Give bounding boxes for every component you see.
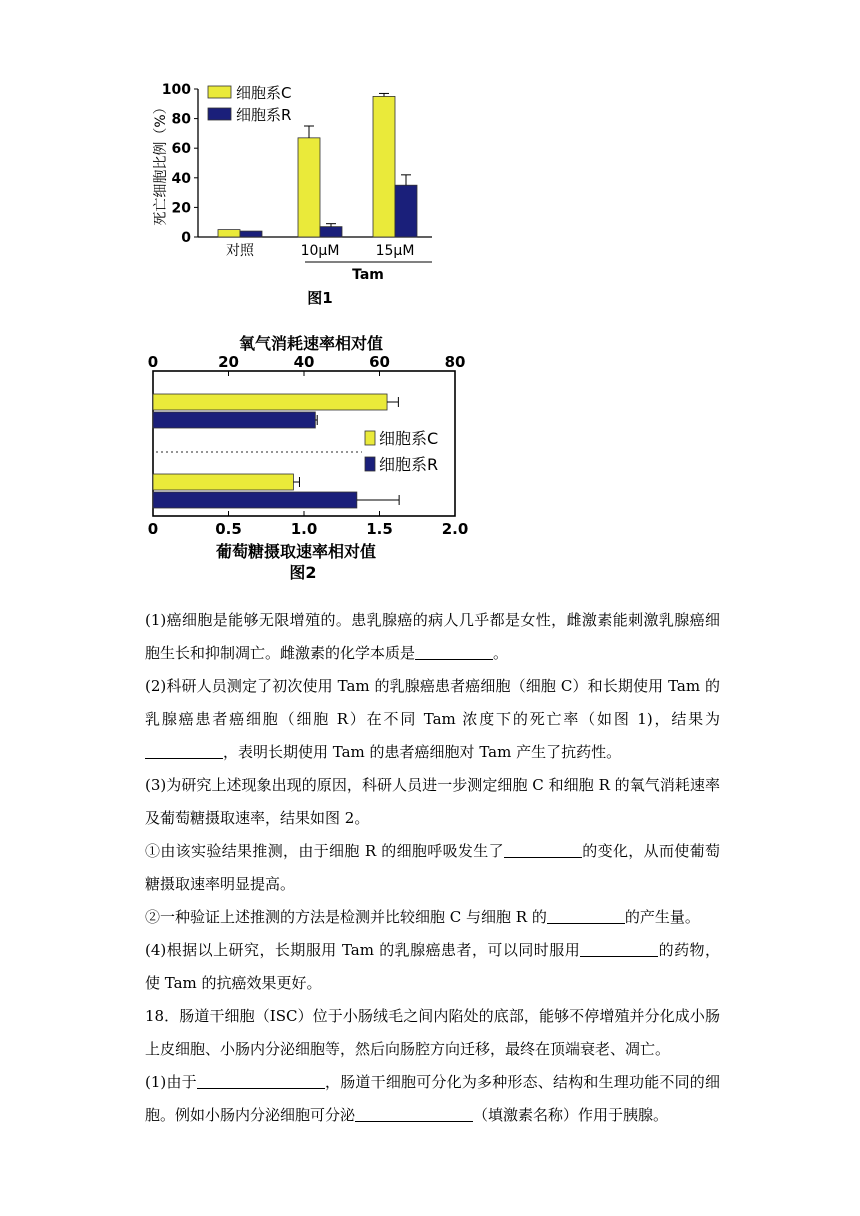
q18-1-paragraph: (1)由于 ，肠道干细胞可分化为多种形态、结构和生理功能不同的细胞。例如小肠内分泌细胞可分泌 （填激素名称）作用于胰腺。 bbox=[145, 1073, 720, 1124]
bar bbox=[153, 492, 357, 508]
legend-label: 细胞系C bbox=[379, 429, 439, 448]
legend-swatch bbox=[365, 457, 375, 471]
figure-2 bbox=[140, 330, 480, 595]
bottom-axis-title: 葡萄糖摄取速率相对值 bbox=[215, 542, 377, 561]
bar bbox=[240, 231, 262, 237]
bottom-tick-label: 0 bbox=[147, 520, 159, 538]
legend-label: 细胞系R bbox=[379, 455, 439, 474]
answer-blank[interactable] bbox=[145, 742, 223, 759]
y-tick-label: 80 bbox=[171, 111, 191, 128]
bar bbox=[298, 138, 320, 237]
figure-1 bbox=[145, 78, 445, 313]
x-tick-label: 对照 bbox=[226, 243, 254, 259]
y-tick-label: 20 bbox=[171, 200, 191, 217]
q1-paragraph: (1)癌细胞是能够无限增殖的。患乳腺癌的病人几乎都是女性，雌激素能刺激乳腺癌细胞生长和抑制凋亡。雌激素的化学本质是 。 bbox=[145, 611, 720, 662]
bottom-tick-label: 1.5 bbox=[366, 520, 393, 538]
bar bbox=[218, 230, 240, 237]
answer-blank[interactable] bbox=[547, 907, 625, 924]
x-tick-label: 15μM bbox=[375, 243, 415, 259]
figure-caption: 图2 bbox=[289, 563, 317, 582]
legend-swatch bbox=[208, 86, 231, 98]
y-tick-label: 0 bbox=[181, 230, 191, 246]
top-tick-label: 20 bbox=[218, 353, 239, 371]
y-tick-label: 60 bbox=[171, 141, 191, 158]
bottom-tick-label: 2.0 bbox=[441, 520, 469, 538]
top-tick-label: 80 bbox=[444, 353, 466, 371]
legend-swatch bbox=[365, 431, 375, 445]
answer-blank[interactable] bbox=[415, 643, 493, 660]
x-tick-label: 10μM bbox=[300, 243, 340, 259]
top-tick-label: 40 bbox=[293, 353, 315, 371]
top-tick-label: 60 bbox=[369, 353, 390, 371]
q3-paragraph: (3)为研究上述现象出现的原因，科研人员进一步测定细胞 C 和细胞 R 的氧气消耗速率及葡萄糖摄取速率，结果如图 2。 bbox=[145, 776, 720, 827]
legend-label: 细胞系C bbox=[236, 84, 292, 102]
bottom-tick-label: 0.5 bbox=[215, 520, 242, 538]
answer-blank[interactable] bbox=[580, 940, 658, 957]
y-axis-label: 死亡细胞比例（%） bbox=[153, 100, 169, 226]
y-tick-label: 100 bbox=[161, 82, 191, 98]
bar bbox=[153, 474, 293, 490]
q3b-paragraph: ②一种验证上述推测的方法是检测并比较细胞 C 与细胞 R 的 的产生量。 bbox=[145, 908, 700, 926]
bar bbox=[153, 412, 315, 428]
bar bbox=[395, 185, 417, 237]
bottom-tick-label: 1.0 bbox=[290, 520, 318, 538]
oxygen-glucose-bar-chart bbox=[140, 330, 480, 595]
figure-caption: 图1 bbox=[307, 289, 333, 307]
top-tick-label: 0 bbox=[147, 353, 159, 371]
legend-swatch bbox=[208, 108, 231, 120]
group-label: Tam bbox=[352, 267, 384, 283]
bar bbox=[320, 227, 342, 237]
y-tick-label: 40 bbox=[171, 170, 191, 187]
answer-blank[interactable] bbox=[197, 1072, 325, 1089]
q18-paragraph: 18．肠道干细胞（ISC）位于小肠绒毛之间内陷处的底部，能够不停增殖并分化成小肠上皮细胞、小肠内分泌细胞等，然后向肠腔方向迁移，最终在顶端衰老、凋亡。 bbox=[145, 1007, 720, 1058]
q4-paragraph: (4)根据以上研究，长期服用 Tam 的乳腺癌患者，可以同时服用 的药物，使 Tam 的抗癌效果更好。 bbox=[145, 941, 720, 992]
bar bbox=[153, 394, 387, 410]
q3a-paragraph: ①由该实验结果推测，由于细胞 R 的细胞呼吸发生了 的变化，从而使葡萄糖摄取速率明显提高。 bbox=[145, 842, 720, 893]
death-rate-bar-chart bbox=[145, 78, 445, 313]
question-17-text bbox=[145, 604, 720, 1132]
answer-blank[interactable] bbox=[355, 1105, 473, 1122]
legend-label: 细胞系R bbox=[236, 106, 292, 124]
bar bbox=[373, 96, 395, 237]
top-axis-title: 氧气消耗速率相对值 bbox=[238, 334, 384, 353]
q2-paragraph: (2)科研人员测定了初次使用 Tam 的乳腺癌患者癌细胞（细胞 C）和长期使用 Tam 的乳腺癌患者癌细胞（细胞 R）在不同 Tam 浓度下的死亡率（如图 1)，结果为，表明长期使用 Tam 的患者癌细胞对 Tam 产生了抗药性。 bbox=[145, 677, 720, 761]
answer-blank[interactable] bbox=[504, 841, 582, 858]
